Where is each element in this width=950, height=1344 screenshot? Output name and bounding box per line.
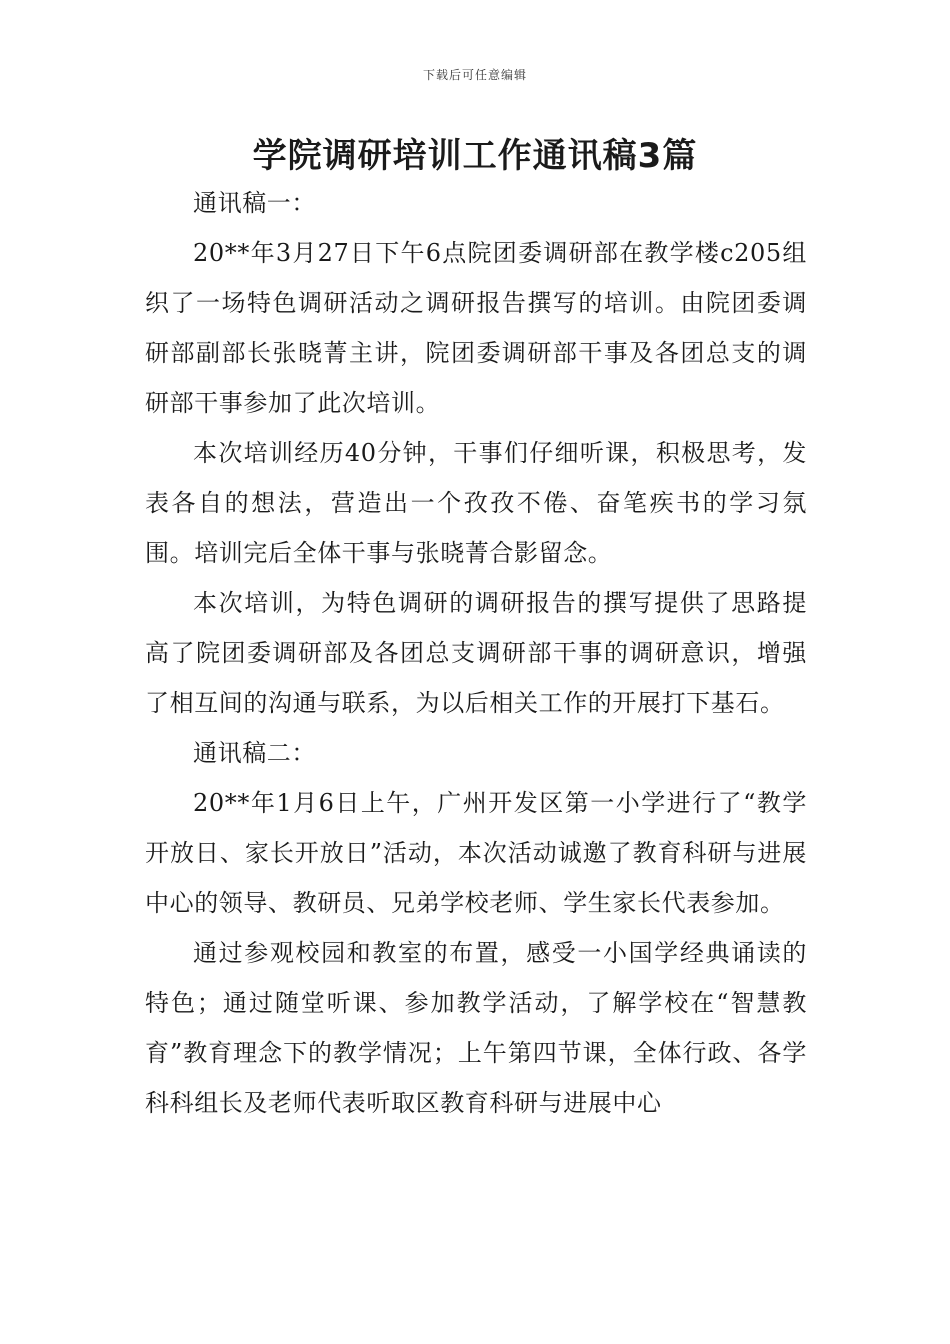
document-title: 学院调研培训工作通讯稿3篇 [252,136,698,176]
paragraph: 通过参观校园和教室的布置，感受一小国学经典诵读的特色；通过随堂听课、参加教学活动，了解学校在“智慧教育”教育理念下的教学情况；上午第四节课，全体行政、各学科科组长及老师代表听取区教育科研与进展中心 [145,939,807,1117]
paragraph: 20**年3月27日下午6点院团委调研部在教学楼c205组织了一场特色调研活动之调研报告撰写的培训。由院团委调研部副部长张晓菁主讲，院团委调研部干事及各团总支的调研部干事参加了此次培训。 [145,239,807,417]
paragraph: 20**年1月6日上午，广州开发区第一小学进行了“教学开放日、家长开放日”活动，本次活动诚邀了教育科研与进展中心的领导、教研员、兄弟学校老师、学生家长代表参加。 [145,789,807,917]
document-body [145,178,807,1128]
header-note: 下载后可任意编辑 [422,68,527,82]
section-heading-1: 通讯稿一： [193,189,316,217]
section-heading-2: 通讯稿二： [193,739,316,767]
paragraph: 本次培训，为特色调研的调研报告的撰写提供了思路提高了院团委调研部及各团总支调研部干事的调研意识，增强了相互间的沟通与联系，为以后相关工作的开展打下基石。 [145,589,807,717]
paragraph: 本次培训经历40分钟，干事们仔细听课，积极思考，发表各自的想法，营造出一个孜孜不倦、奋笔疾书的学习氛围。培训完后全体干事与张晓菁合影留念。 [145,439,807,567]
